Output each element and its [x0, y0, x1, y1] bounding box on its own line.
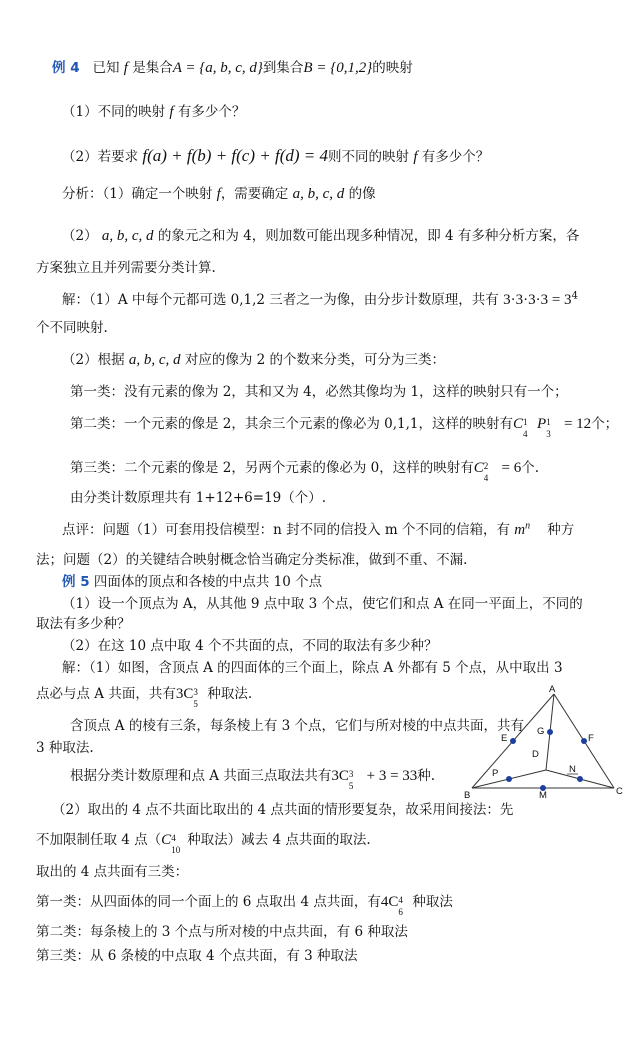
- text: （2）根据: [62, 352, 125, 368]
- c-indices: [193, 685, 207, 709]
- math-product: 3·3·3·3 = 3: [503, 292, 572, 308]
- math-eq: + 3 = 33: [362, 768, 418, 784]
- text: 有多少个？: [421, 149, 490, 165]
- text: 点必与点 A 共面，共有: [36, 686, 176, 702]
- case-2: [70, 414, 619, 439]
- text: （2）取出的 4 点不共面比取出的 4 点共面的情形要复杂，故采用间接法：先: [52, 802, 514, 818]
- math-c: C: [161, 832, 172, 848]
- math-vars: a, b, c, d: [101, 228, 154, 244]
- ex5-k3: [36, 946, 358, 966]
- text: 第一类：没有元素的像为 2，其和又为 4，必然其像均为 1，这样的映射只有一个；: [70, 384, 568, 400]
- math-eq: = 12: [560, 416, 592, 432]
- text: 的像: [348, 186, 376, 202]
- analysis-1: [62, 184, 376, 204]
- ex5-s1e: [70, 766, 436, 791]
- c-indices: [398, 893, 412, 917]
- ex5-s1: [62, 658, 563, 678]
- ex5-s2b: [36, 830, 371, 855]
- analysis-2: [62, 226, 579, 246]
- tetrahedron-points: [506, 729, 587, 791]
- text: 第二类：每条棱上的 3 个点与所对棱的中点共面，有 6 种取法: [36, 924, 408, 940]
- text: 有多少个？: [177, 104, 246, 120]
- question-1: [62, 102, 245, 122]
- sub: 5: [193, 698, 198, 709]
- ex5-s1b: [36, 684, 253, 709]
- text: 个不同映射.: [36, 320, 108, 336]
- label-d: D: [532, 749, 539, 760]
- label-b: B: [464, 790, 471, 800]
- c-indices: [171, 831, 187, 855]
- sup: 3: [193, 686, 198, 697]
- solution-2: [62, 350, 445, 370]
- text: 已知: [92, 60, 120, 76]
- ex5-q1: [62, 594, 583, 614]
- c-indices: [348, 767, 363, 791]
- text: （2）: [62, 228, 98, 244]
- math-m: m: [514, 522, 526, 538]
- text: 种方: [547, 522, 575, 538]
- text: 则不同的映射: [328, 149, 410, 165]
- text: （2）在这 10 点中取 4 个不共面的点，不同的取法有多少种？: [62, 638, 438, 654]
- math-vars: a, b, c, d: [292, 186, 345, 202]
- text: 种取法.: [207, 686, 253, 702]
- point-e: [510, 738, 516, 744]
- text: 法；问题（2）的关键结合映射概念恰当确定分类标准，做到不重、不漏.: [36, 552, 468, 568]
- math-vars: a, b, c, d: [128, 352, 181, 368]
- label-c: C: [616, 786, 623, 797]
- total: [70, 488, 326, 508]
- math-coef: 4C: [380, 894, 399, 910]
- math-p: P: [537, 416, 547, 432]
- text: 点评：问题（1）可套用投信模型：n 封不同的信投入 m 个不同的信箱，有: [62, 522, 510, 538]
- math-f: f: [123, 60, 128, 76]
- math-c: C: [473, 460, 484, 476]
- math-f: f: [413, 149, 418, 165]
- ex5-q1-cont: [36, 614, 131, 634]
- math-exponent: 4: [571, 290, 578, 302]
- sub: 10: [171, 844, 181, 855]
- ex5-s1d: [36, 738, 94, 758]
- sup: 3: [348, 768, 354, 779]
- math-set-b: B = {0,1,2}: [303, 60, 373, 76]
- sub: 6: [398, 906, 403, 917]
- analysis-2-cont: [36, 258, 216, 278]
- label-a: A: [549, 684, 556, 695]
- sup: 4: [171, 832, 176, 843]
- point-p: [506, 776, 512, 782]
- text: 第三类：二个元素的像是 2，另两个元素的像必为 0，这样的映射有: [70, 460, 474, 476]
- text: 的映射: [372, 60, 413, 76]
- label-f: F: [588, 733, 594, 744]
- text: 种.: [417, 768, 436, 784]
- text: （2）若要求: [62, 149, 139, 165]
- sub: 4: [483, 472, 489, 483]
- p-indices: [546, 415, 560, 439]
- sub: 5: [348, 780, 354, 791]
- text: 方案独立且并列需要分类计算.: [36, 260, 216, 276]
- label-p: P: [492, 768, 499, 779]
- sup: 1: [546, 416, 551, 427]
- point-f: [581, 738, 587, 744]
- label-n: N: [569, 764, 576, 775]
- ex5-q2: [62, 636, 438, 656]
- text: 种取法: [412, 894, 453, 910]
- c-indices: [483, 459, 498, 483]
- ex5-s1c: [70, 716, 524, 736]
- text: 解：（1）如图，含顶点 A 的四面体的三个面上，除点 A 外都有 5 个点，从中取出 3: [62, 660, 563, 676]
- math-f: f: [169, 104, 174, 120]
- text: 解：（1）A 中每个元都可选 0,1,2 三者之一为像，由分步计数原理，共有: [62, 292, 499, 308]
- point-g: [547, 729, 553, 735]
- tetrahedron-figure: [462, 684, 632, 800]
- text: 是集合: [132, 60, 173, 76]
- math-coef: 3C: [331, 768, 349, 784]
- math-f: f: [216, 186, 221, 202]
- text: 对应的像为 2 的个数来分类，可分为三类：: [184, 352, 446, 368]
- case-3: [70, 458, 540, 483]
- example-5-label: 例 5: [62, 574, 90, 590]
- sup: 4: [398, 894, 403, 905]
- text: 四面体的顶点和各棱的中点共 10 个点: [93, 574, 323, 590]
- case-1: [70, 382, 568, 402]
- text: 不加限制任取 4 点（: [36, 832, 162, 848]
- text: 由分类计数原理共有 1+12+6=19（个）.: [70, 490, 327, 506]
- math-eq: = 6: [497, 460, 522, 476]
- math-set-a: A = {a, b, c, d}: [172, 60, 263, 76]
- text: 种取法）减去 4 点共面的取法.: [187, 832, 371, 848]
- sup: 1: [523, 416, 528, 427]
- text: 的象元之和为 4，则加数可能出现多种情况，即 4 有多种分析方案，各: [157, 228, 580, 244]
- text: （1）设一个顶点为 A，从其他 9 点中取 3 个点，使它们和点 A 在同一平面上，不同的: [62, 596, 583, 612]
- ex5-k1: [36, 892, 453, 917]
- text: 第二类：一个元素的像是 2，其余三个元素的像必为 0,1,1，这样的映射有: [70, 416, 514, 432]
- solution-1-cont: [36, 318, 108, 338]
- ex5-k2: [36, 922, 408, 942]
- c-indices: [523, 415, 537, 439]
- text: 个；: [591, 416, 619, 432]
- label-m: M: [539, 790, 547, 800]
- example-5-statement: [62, 572, 322, 592]
- question-2: [62, 146, 489, 167]
- ex5-s2c: [36, 862, 188, 882]
- text: 第三类：从 6 条棱的中点取 4 个点共面，有 3 种取法: [36, 948, 358, 964]
- text: （1）不同的映射: [62, 104, 166, 120]
- sub: 4: [523, 428, 528, 439]
- label-e: E: [501, 733, 508, 744]
- text: 根据分类计数原理和点 A 共面三点取法共有: [70, 768, 332, 784]
- text: 取法有多少种？: [36, 616, 131, 632]
- ex5-s2a: [52, 800, 513, 820]
- math-n: n: [525, 520, 531, 532]
- math-c: C: [513, 416, 524, 432]
- sup: 2: [483, 460, 489, 471]
- text: 3 种取法.: [36, 740, 94, 756]
- text: 含顶点 A 的棱有三条，每条棱上有 3 个点，它们与所对棱的中点共面，共有: [70, 718, 525, 734]
- text: 个.: [521, 460, 540, 476]
- math-equation: f(a) + f(b) + f(c) + f(d) = 4: [142, 146, 329, 165]
- example-4-label: 例 4: [52, 60, 80, 76]
- text: 分析：（1）确定一个映射: [62, 186, 213, 202]
- example-4-statement: [52, 58, 413, 78]
- solution-1: [62, 290, 578, 310]
- math-coef: 3C: [175, 686, 194, 702]
- text: 到集合: [262, 60, 304, 76]
- text: 取出的 4 点共面有三类：: [36, 864, 189, 880]
- text: ，需要确定: [220, 186, 289, 202]
- label-g: G: [537, 726, 545, 737]
- review: [62, 520, 574, 540]
- point-n: [577, 776, 583, 782]
- text: 第一类：从四面体的同一个面上的 6 点取出 4 点共面，有: [36, 894, 381, 910]
- review-cont: [36, 550, 467, 570]
- sub: 3: [546, 428, 551, 439]
